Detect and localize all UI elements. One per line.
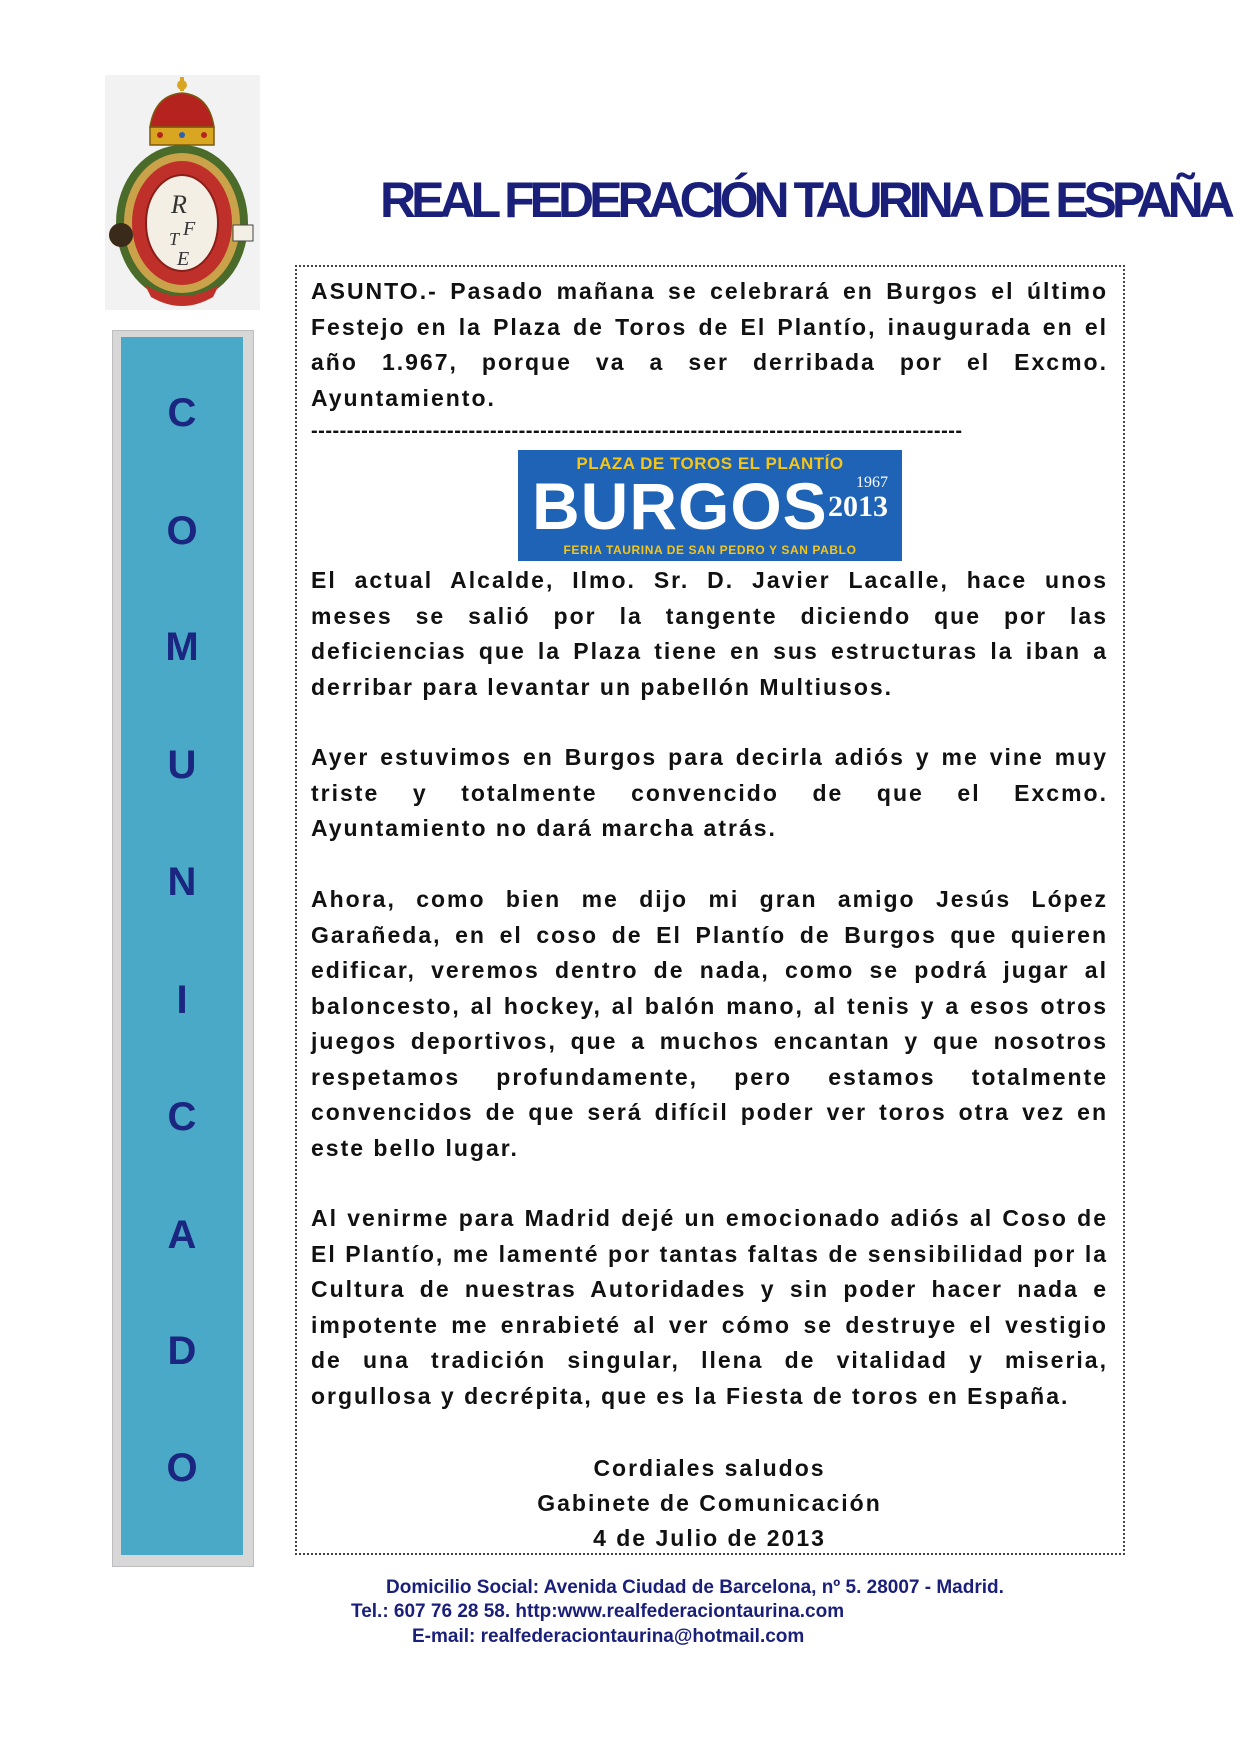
banner-letter: N bbox=[167, 860, 197, 904]
footer-phone-web: Tel.: 607 76 28 58. http:www.realfederaciontaurina.com bbox=[351, 1601, 845, 1622]
logo-year-end: 2013 bbox=[828, 490, 888, 523]
banner-letter: D bbox=[167, 1329, 197, 1373]
federation-crest-logo bbox=[105, 75, 260, 310]
paragraph-mayor: El actual Alcalde, Ilmo. Sr. D. Javier Lacalle, hace unos meses se salió por la tangente diciendo que por las deficiencias que la Plaza tiene en sus estructuras la iban a derribar para levantar un pabellón Multiusos. bbox=[311, 567, 1108, 700]
banner-letter: O bbox=[166, 509, 198, 553]
closing-greeting: Cordiales saludos bbox=[593, 1455, 826, 1481]
footer-address: Domicilio Social: Avenida Ciudad de Barcelona, nº 5. 28007 - Madrid. bbox=[386, 1577, 1004, 1598]
banner-letter: A bbox=[167, 1213, 197, 1257]
logo-bottom-text: FERIA TAURINA DE SAN PEDRO Y SAN PABLO bbox=[563, 543, 857, 557]
logo-main-text: BURGOS bbox=[532, 469, 828, 543]
subject-paragraph: ASUNTO.- Pasado mañana se celebrará en Burgos el último Festejo en la Plaza de Toros de El Plantío, inaugurada en el año 1.967, porque va a ser derribada por el Excmo. Ayuntamiento. bbox=[311, 278, 1108, 411]
banner-letter: U bbox=[167, 743, 197, 787]
logo-year-start: 1967 bbox=[856, 474, 888, 491]
svg-text:F: F bbox=[183, 218, 196, 240]
banner-letter: I bbox=[176, 978, 188, 1022]
closing-signature: Gabinete de Comunicación bbox=[537, 1490, 882, 1516]
svg-text:E: E bbox=[177, 248, 190, 270]
organization-title: REAL FEDERACIÓN TAURINA DE ESPAÑA bbox=[380, 172, 1230, 228]
paragraph-visit: Ayer estuvimos en Burgos para decirla adiós y me vine muy triste y totalmente convencido de que el Excmo. Ayuntamiento no dará marcha atrás. bbox=[311, 744, 1108, 841]
svg-text:T: T bbox=[169, 229, 180, 249]
banner-letter: C bbox=[167, 1095, 197, 1139]
paragraph-farewell: Al venirme para Madrid dejé un emocionado adiós al Coso de El Plantío, me lamenté por tantas faltas de sensibilidad por la Cultura de nuestras Autoridades y sin poder hacer nada e impotente me enrabieté al ver cómo se destruye el vestigio de una tradición singular, llena de vitalidad y miseria, orgullosa y decrépita, que es la Fiesta de toros en España. bbox=[311, 1205, 1108, 1409]
closing-date: 4 de Julio de 2013 bbox=[593, 1525, 826, 1551]
comunicado-banner bbox=[121, 337, 243, 1555]
paragraph-friend: Ahora, como bien me dijo mi gran amigo Jesús López Garañeda, en el coso de El Plantío de Burgos que quieren edificar, veremos dentro de nada, como se podrá jugar al baloncesto, al hockey, al balón mano, al tenis y a esos otros juegos deportivos, que a muchos encantan y que nosotros respetamos profundamente, pero estamos totalmente convencidos de que será difícil poder ver toros otra vez en este bello lugar. bbox=[311, 886, 1108, 1161]
crest-icon bbox=[105, 75, 260, 310]
banner-letter: M bbox=[165, 625, 199, 669]
separator-line: ------------------------------------------------------------------------------------------- bbox=[311, 420, 963, 442]
burgos-bullring-logo bbox=[518, 450, 902, 561]
banner-letter: C bbox=[167, 391, 197, 435]
footer-email: E-mail: realfederaciontaurina@hotmail.com bbox=[412, 1626, 805, 1647]
banner-letter: O bbox=[166, 1446, 198, 1490]
logo-top-text: PLAZA DE TOROS EL PLANTÍO bbox=[576, 454, 844, 473]
svg-text:R: R bbox=[171, 190, 187, 219]
